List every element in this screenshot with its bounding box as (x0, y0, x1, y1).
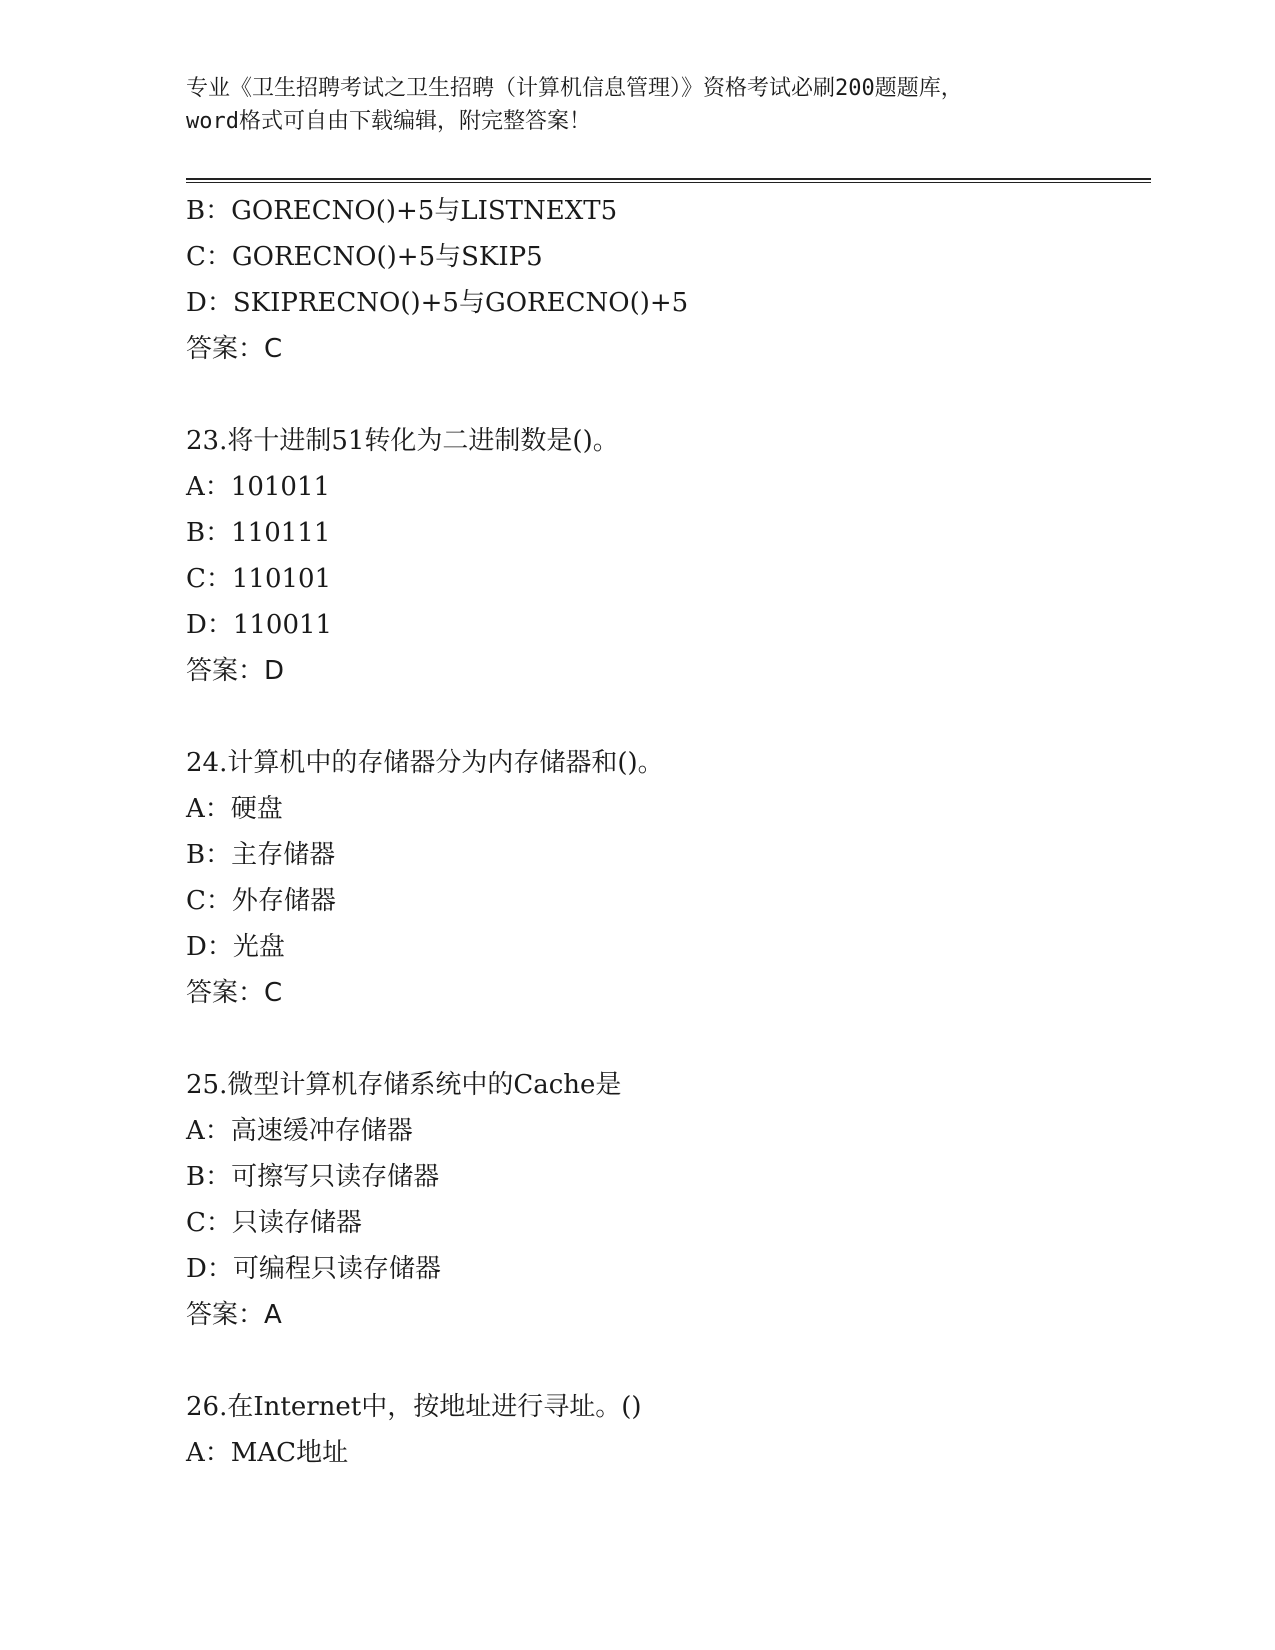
header-title-line: 专业《卫生招聘考试之卫生招聘（计算机信息管理）》资格考试必刷200题题库， (186, 76, 963, 101)
answer-line: 答案：C (186, 334, 283, 364)
question-text: 25.微型计算机存储系统中的Cache是 (186, 1070, 622, 1100)
question-text: 23.将十进制51转化为二进制数是()。 (186, 426, 619, 456)
question-26 (186, 1384, 1146, 1476)
option-d: D：光盘 (186, 932, 285, 962)
spacer (186, 694, 1146, 740)
answer-line: 答案：A (186, 1300, 282, 1330)
spacer (186, 1338, 1146, 1384)
option-b: B：GORECNO()+5与LISTNEXT5 (186, 196, 618, 226)
option-d: D：SKIPRECNO()+5与GORECNO()+5 (186, 288, 689, 318)
spacer (186, 372, 1146, 418)
question-25 (186, 1062, 1146, 1338)
option-b: B：110111 (186, 518, 331, 548)
option-c: C：GORECNO()+5与SKIP5 (186, 242, 543, 272)
question-23 (186, 418, 1146, 694)
document-header (186, 72, 1086, 138)
header-divider (186, 178, 1151, 183)
option-a: A：101011 (186, 472, 331, 502)
question-text: 26.在Internet中，按地址进行寻址。() (186, 1392, 642, 1422)
option-a: A：高速缓冲存储器 (186, 1116, 413, 1146)
option-b: B：主存储器 (186, 840, 336, 870)
answer-line: 答案：D (186, 656, 285, 686)
question-22-continuation (186, 188, 1146, 372)
option-a: A：硬盘 (186, 794, 283, 824)
option-c: C：只读存储器 (186, 1208, 362, 1238)
option-c: C：110101 (186, 564, 332, 594)
question-text: 24.计算机中的存储器分为内存储器和()。 (186, 748, 664, 778)
option-b: B：可擦写只读存储器 (186, 1162, 440, 1192)
option-d: D：110011 (186, 610, 333, 640)
option-a: A：MAC地址 (186, 1438, 349, 1468)
header-subtitle-line: word格式可自由下载编辑，附完整答案！ (186, 109, 591, 134)
option-d: D：可编程只读存储器 (186, 1254, 441, 1284)
option-c: C：外存储器 (186, 886, 336, 916)
question-list (186, 188, 1146, 1476)
question-24 (186, 740, 1146, 1016)
answer-line: 答案：C (186, 978, 283, 1008)
spacer (186, 1016, 1146, 1062)
